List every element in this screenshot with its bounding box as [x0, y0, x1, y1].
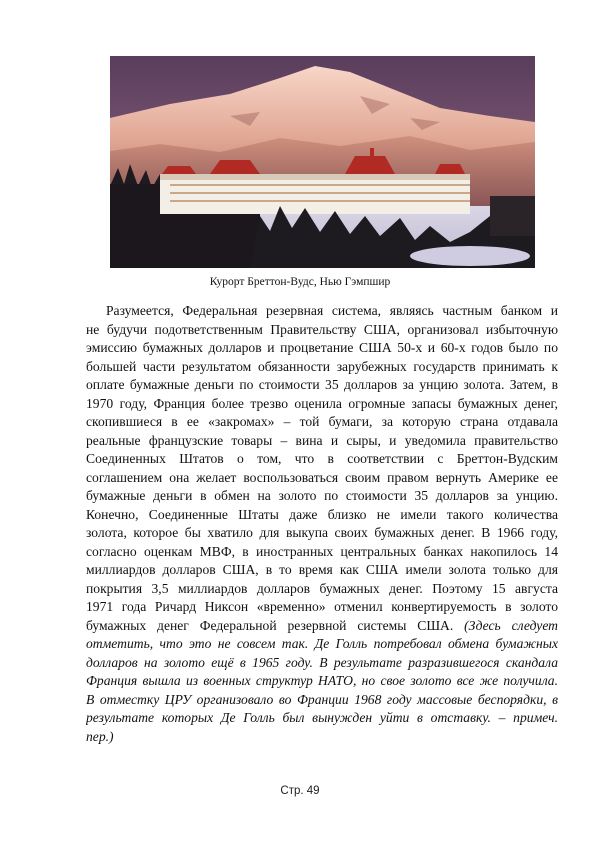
paragraph-line: эмиссию бумажных долларов и процветание США 50-х и 60-х годов было по	[86, 340, 558, 355]
translator-note-start: (Здесь следует	[464, 617, 558, 633]
translator-note-line: пер.)	[86, 728, 114, 744]
paragraph-line: 1970 году, Франция более трезво оценила огромные запасы бумажных денег,	[86, 395, 558, 411]
paragraph-line: бумажные деньги в обмен на золото по стоимости 35 долларов за унцию.	[86, 488, 558, 503]
translator-note-line: Франция вышла из военных структур НАТО, но свое золото все же получила.	[86, 673, 558, 688]
translator-note-line: результате которых Де Голль был вынужден уйти в отставку. – примеч.	[86, 710, 558, 725]
translator-note-line: В отместку ЦРУ организовало во Франции 1968 году массовые беспорядки, в	[86, 691, 558, 707]
figure-caption: Курорт Бреттон-Вудс, Нью Гэмпшир	[209, 276, 391, 288]
paragraph-line: Разумеется, Федеральная резервная система, являясь частным банком и	[106, 303, 558, 318]
plain-text-segment: бумажных денег Федеральной резервной системы США.	[86, 617, 465, 633]
paragraph-line: реальные французские товары – вина и сыры, и уведомила правительство	[86, 432, 558, 448]
paragraph-line: скопившиеся в ее «закромах» – той бумаги, за которую страна отдавала	[86, 414, 558, 429]
translator-note-line: отметить, что это не совсем так. Де Голль потребовал обмена бумажных	[86, 636, 558, 651]
resort-photo	[110, 56, 535, 268]
resort-photo-illustration	[110, 56, 535, 268]
paragraph-mixed-line	[86, 617, 558, 636]
paragraph-line: Соединенных Штатов о том, что в соответствии с Бреттон-Вудским	[86, 451, 558, 466]
translator-note-line: долларов на золото ещё в 1965 году. В результате разразившегося скандала	[86, 654, 558, 670]
paragraph-line: большей части результатом обязанности зарубежных государств принимать к	[86, 358, 558, 374]
body-paragraph	[86, 302, 558, 746]
paragraph-line: золота, которое бы хватило для выкупа своих бумажных денег. В 1966 году,	[86, 525, 558, 540]
paragraph-line: согласно оценкам МВФ, в иностранных центральных банках накопилось 14	[86, 543, 558, 559]
page-number: Стр. 49	[280, 785, 320, 797]
paragraph-line: 1971 года Ричард Никсон «временно» отменил конвертируемость в золото	[86, 599, 558, 614]
paragraph-line: покрытия 3,5 миллиардов долларов бумажных денег. Поэтому 15 августа	[86, 580, 558, 596]
paragraph-line: миллиардов долларов США, в то время как США имели золота только для	[86, 562, 558, 577]
paragraph-line: соглашением она желает воспользоваться своим правом вернуть Америке ее	[86, 469, 558, 485]
paragraph-line: не будучи подответственным Правительству США, организовал избыточную	[86, 321, 558, 337]
paragraph-line: оплате бумажные деньги по стоимости 35 долларов за унцию золота. Затем, в	[86, 377, 558, 392]
paragraph-line: Конечно, Соединенные Штаты даже близко не имели такого количества	[86, 506, 558, 522]
